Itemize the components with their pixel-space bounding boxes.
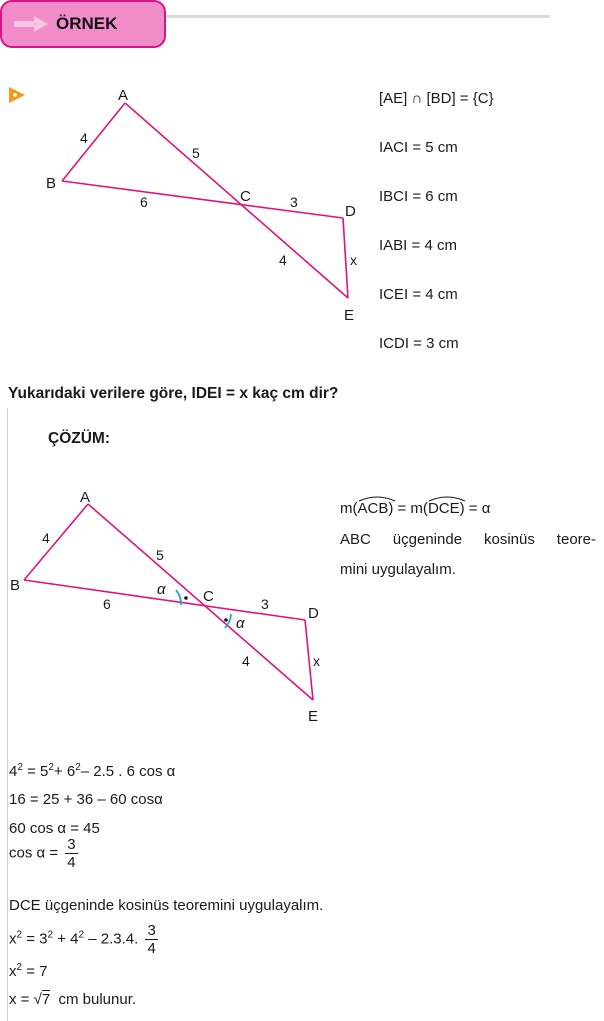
angle-label-1: α <box>157 581 166 598</box>
equation-2: 16 = 25 + 36 – 60 cosα <box>9 791 163 808</box>
label2-B: B <box>10 577 21 594</box>
length2-CE: 4 <box>242 653 250 669</box>
header-divider <box>166 15 550 18</box>
side-text-line1: ABC üçgeninde kosinüs teore- <box>340 531 596 548</box>
given-AC: IACI = 5 cm <box>379 139 458 156</box>
arrow-right-icon <box>12 14 52 34</box>
example-label: ÖRNEK <box>56 14 118 33</box>
length-AB: 4 <box>80 130 88 146</box>
solution-title: ÇÖZÜM: <box>48 430 110 447</box>
label-C: C <box>240 188 251 205</box>
length-DE: x <box>350 252 357 268</box>
example-header <box>0 0 166 48</box>
label2-E: E <box>308 708 319 725</box>
label-D: D <box>345 203 356 220</box>
length2-AC: 5 <box>156 547 164 563</box>
given-CE: ICEI = 4 cm <box>379 286 458 303</box>
length2-BC: 6 <box>103 596 111 612</box>
length2-DE: x <box>313 653 320 669</box>
length2-CD: 3 <box>261 596 269 612</box>
given-AB: IABI = 4 cm <box>379 237 457 254</box>
angle-equality: m( ACB) = m( DCE) = α <box>340 500 490 517</box>
text-dce: DCE üçgeninde kosinüs teoremini uygulayalım. <box>9 897 324 914</box>
equation-1: $4^2 = 5^2+ 6^2-$ 2.5 . 6 cos α <box>9 762 176 780</box>
length2-AB: 4 <box>42 530 50 546</box>
arc-DCE: DCE <box>427 500 460 517</box>
equation-3: 60 cos α = 45 <box>9 820 100 837</box>
label-B: B <box>46 175 57 192</box>
label2-D: D <box>308 605 319 622</box>
question-text: Yukarıdaki verilere göre, IDEI = x kaç cm dir? <box>8 385 339 402</box>
angle-label-2: α <box>236 615 245 632</box>
length-AC: 5 <box>192 145 200 161</box>
equation-6: $x^2 = 7$ <box>9 962 48 980</box>
triangle-figure-2 <box>0 480 340 725</box>
label-A: A <box>118 87 129 104</box>
length-CE: 4 <box>279 252 287 268</box>
label2-A: A <box>80 489 91 506</box>
given-BC: IBCI = 6 cm <box>379 188 458 205</box>
side-text-line2: mini uygulayalım. <box>340 561 456 578</box>
arc-ACB: ACB <box>357 500 389 517</box>
equation-7: x = √7 cm bulunur. <box>9 991 137 1008</box>
label2-C: C <box>203 588 214 605</box>
label-E: E <box>344 307 355 324</box>
given-CD: ICDI = 3 cm <box>379 335 459 352</box>
given-intersection: [AE] ∩ [BD] = {C} <box>379 90 494 107</box>
equation-5: $x^2 = 3^2 + 4^2 - 2.3.4$. $\frac{3}{4}$ <box>9 922 156 957</box>
length-BC: 6 <box>140 194 148 210</box>
length-CD: 3 <box>290 194 298 210</box>
triangle-figure-1 <box>0 80 370 325</box>
equation-4: cos α = $\frac{3}{4}$ <box>9 836 76 871</box>
